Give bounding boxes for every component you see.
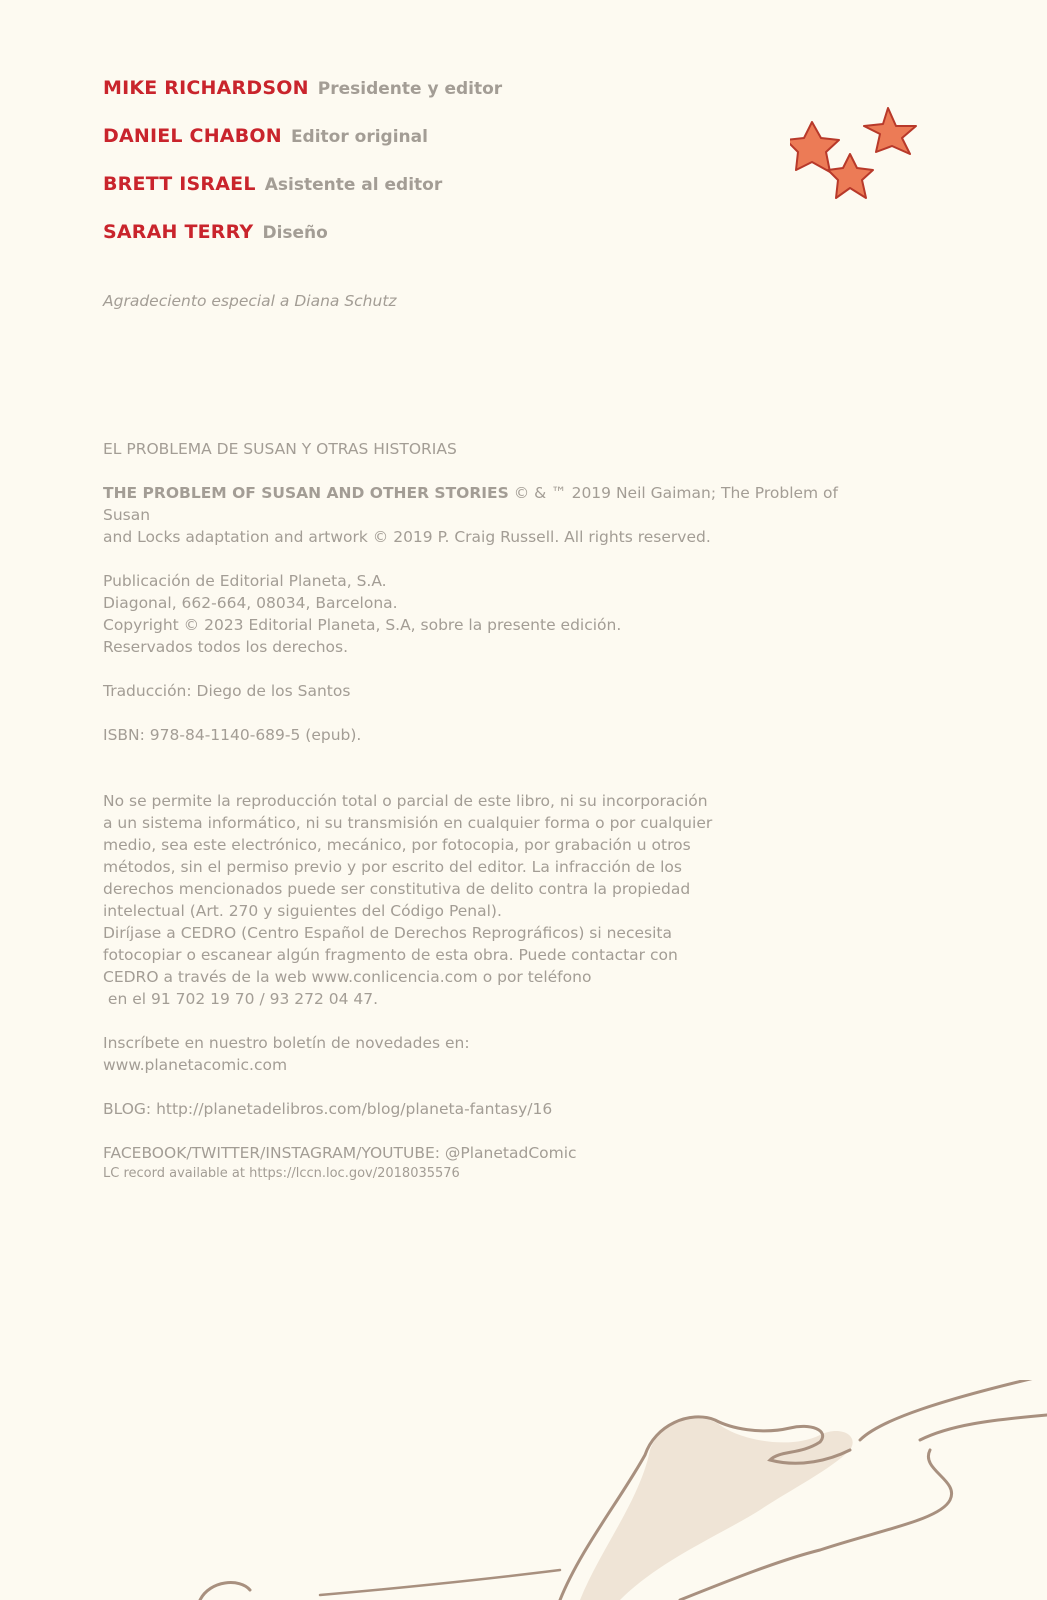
cloud-outline xyxy=(320,1570,560,1595)
credit-row xyxy=(103,120,502,168)
isbn: ISBN: 978-84-1140-689-5 (epub). xyxy=(103,726,362,744)
copyright-holder: © & ™ 2019 Neil Gaiman; The Problem of Susan xyxy=(103,484,838,524)
legal-block xyxy=(103,438,863,1183)
publisher-line: Copyright © 2023 Editorial Planeta, S.A, sobre la presente edición. xyxy=(103,616,622,634)
acknowledgement: Agradeciento especial a Diana Schutz xyxy=(103,292,397,310)
blog-link[interactable]: BLOG: http://planetadelibros.com/blog/planeta-fantasy/16 xyxy=(103,1100,553,1118)
credit-name: DANIEL CHABON xyxy=(103,125,282,147)
notice-line: a un sistema informático, ni su transmisión en cualquier forma o por cualquier xyxy=(103,814,713,832)
credit-role: Asistente al editor xyxy=(264,175,443,195)
publisher-line: Diagonal, 662-664, 08034, Barcelona. xyxy=(103,594,398,612)
credit-row xyxy=(103,72,502,120)
notice-line: en el 91 702 19 70 / 93 272 04 47. xyxy=(103,990,379,1008)
notice-line: No se permite la reproducción total o parcial de este libro, ni su incorporación xyxy=(103,792,708,810)
translation-credit: Traducción: Diego de los Santos xyxy=(103,682,351,700)
notice-line: CEDRO a través de la web www.conlicencia.com o por teléfono xyxy=(103,968,592,986)
credit-role: Presidente y editor xyxy=(317,79,503,99)
newsletter-text: Inscríbete en nuestro boletín de novedades en: xyxy=(103,1034,470,1052)
notice-line: derechos mencionados puede ser constitutiva de delito contra la propiedad xyxy=(103,880,691,898)
notice-line: métodos, sin el permiso previo y por escrito del editor. La infracción de los xyxy=(103,858,682,876)
copyright-line xyxy=(103,482,863,526)
publisher-line: Publicación de Editorial Planeta, S.A. xyxy=(103,572,387,590)
cloud-outline xyxy=(860,1380,1047,1440)
credit-role: Editor original xyxy=(290,127,428,147)
stars-illustration xyxy=(790,106,940,216)
credit-row xyxy=(103,168,502,216)
credit-row xyxy=(103,216,502,264)
notice-line: Diríjase a CEDRO (Centro Español de Derechos Reprográficos) si necesita xyxy=(103,924,672,942)
credit-name: BRETT ISRAEL xyxy=(103,173,256,195)
cloud-outline xyxy=(200,1583,250,1600)
star-icon xyxy=(790,122,839,172)
copyright-line-2: and Locks adaptation and artwork © 2019 P. Craig Russell. All rights reserved. xyxy=(103,528,711,546)
credit-role: Diseño xyxy=(262,223,328,243)
notice-line: medio, sea este electrónico, mecánico, por fotocopia, por grabación u otros xyxy=(103,836,691,854)
credit-name: MIKE RICHARDSON xyxy=(103,77,309,99)
star-icon xyxy=(864,108,916,154)
publisher-line: Reservados todos los derechos. xyxy=(103,638,349,656)
notice-line: fotocopiar o escanear algún fragmento de esta obra. Puede contactar con xyxy=(103,946,678,964)
lc-record: LC record available at https://lccn.loc.gov/2018035576 xyxy=(103,1166,460,1181)
credits-list xyxy=(103,72,502,264)
social-handles: FACEBOOK/TWITTER/INSTAGRAM/YOUTUBE: @PlanetadComic xyxy=(103,1144,577,1162)
credit-name: SARAH TERRY xyxy=(103,221,254,243)
original-title: THE PROBLEM OF SUSAN AND OTHER STORIES xyxy=(103,484,509,502)
notice-line: intelectual (Art. 270 y siguientes del Código Penal). xyxy=(103,902,502,920)
spanish-title: EL PROBLEMA DE SUSAN Y OTRAS HISTORIAS xyxy=(103,440,457,458)
newsletter-link[interactable]: www.planetacomic.com xyxy=(103,1056,288,1074)
star-icon xyxy=(828,154,873,198)
clouds-illustration xyxy=(0,1380,1047,1600)
